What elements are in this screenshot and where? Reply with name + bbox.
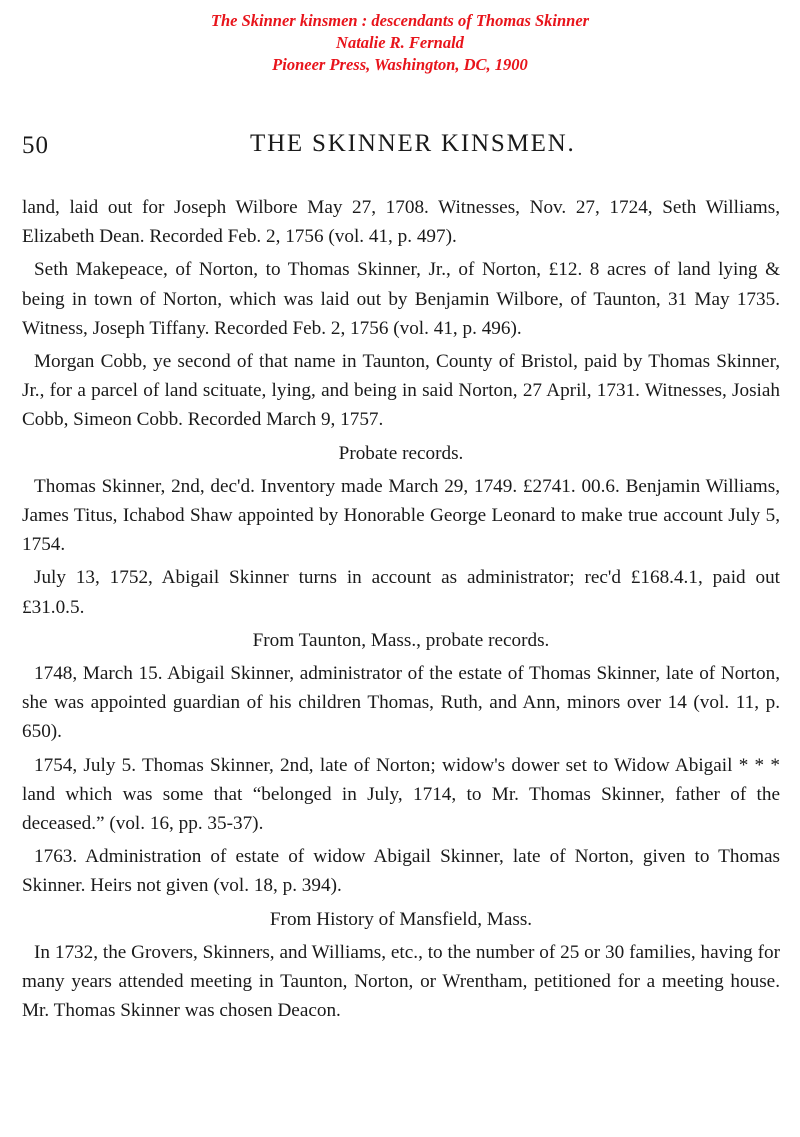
paragraph: Thomas Skinner, 2nd, dec'd. Inventory made March 29, 1749. £2741. 00.6. Benjamin Williams, James Titus, Ichabod Shaw appointed by Honorable George Leonard to make true account July 5, 1754. bbox=[22, 475, 780, 556]
citation-author: Natalie R. Fernald bbox=[336, 33, 464, 52]
paragraph: July 13, 1752, Abigail Skinner turns in account as administrator; rec'd £168.4.1, paid out £31.0.5. bbox=[22, 567, 780, 618]
section-heading-taunton: From Taunton, Mass., probate records. bbox=[252, 629, 550, 651]
running-title: THE SKINNER KINSMEN. bbox=[250, 130, 576, 157]
paragraph: Morgan Cobb, ye second of that name in Taunton, County of Bristol, paid by Thomas Skinner, Jr., for a parcel of land scituate, lying, and being in said Norton, 27 April, 1731. Witnesses, Josiah Cobb, Simeon Cobb. Recorded March 9, 1757. bbox=[22, 351, 780, 431]
paragraph: In 1732, the Grovers, Skinners, and Williams, etc., to the number of 25 or 30 families, having for many years attended meeting in Taunton, Norton, or Wrentham, petitioned for a meeting house. Mr. Thomas Skinner was chosen Deacon. bbox=[22, 941, 780, 1022]
section-heading-probate: Probate records. bbox=[338, 442, 464, 464]
paragraph: 1748, March 15. Abigail Skinner, administrator of the estate of Thomas Skinner, late of Norton, she was appointed guardian of his children Thomas, Ruth, and Ann, minors over 14 (vol. 11, p. 650). bbox=[22, 663, 780, 743]
citation-block bbox=[0, 10, 800, 76]
citation-publisher: Pioneer Press, Washington, DC, 1900 bbox=[272, 55, 528, 74]
paragraph: 1763. Administration of estate of widow Abigail Skinner, late of Norton, given to Thomas Skinner. Heirs not given (vol. 18, p. 394). bbox=[22, 846, 780, 897]
body-text bbox=[22, 193, 780, 1029]
page-header bbox=[22, 130, 782, 164]
page-number: 50 bbox=[22, 132, 49, 159]
section-heading-mansfield: From History of Mansfield, Mass. bbox=[269, 908, 533, 930]
citation-title: The Skinner kinsmen : descendants of Thomas Skinner bbox=[210, 11, 590, 30]
paragraph: 1754, July 5. Thomas Skinner, 2nd, late of Norton; widow's dower set to Widow Abigail * * * land which was some that “belonged in July, 1714, to Mr. Thomas Skinner, father of the deceased.” (vol. 16, pp. 35-37). bbox=[22, 754, 780, 835]
paragraph: Seth Makepeace, of Norton, to Thomas Skinner, Jr., of Norton, £12. 8 acres of land lying & being in town of Norton, which was laid out by Benjamin Wilbore, of Taunton, 31 May 1735. Witness, Joseph Tiffany. Recorded Feb. 2, 1756 (vol. 41, p. 496). bbox=[22, 259, 780, 339]
paragraph: land, laid out for Joseph Wilbore May 27, 1708. Witnesses, Nov. 27, 1724, Seth Williams, Elizabeth Dean. Recorded Feb. 2, 1756 (vol. 41, p. 497). bbox=[22, 197, 780, 248]
